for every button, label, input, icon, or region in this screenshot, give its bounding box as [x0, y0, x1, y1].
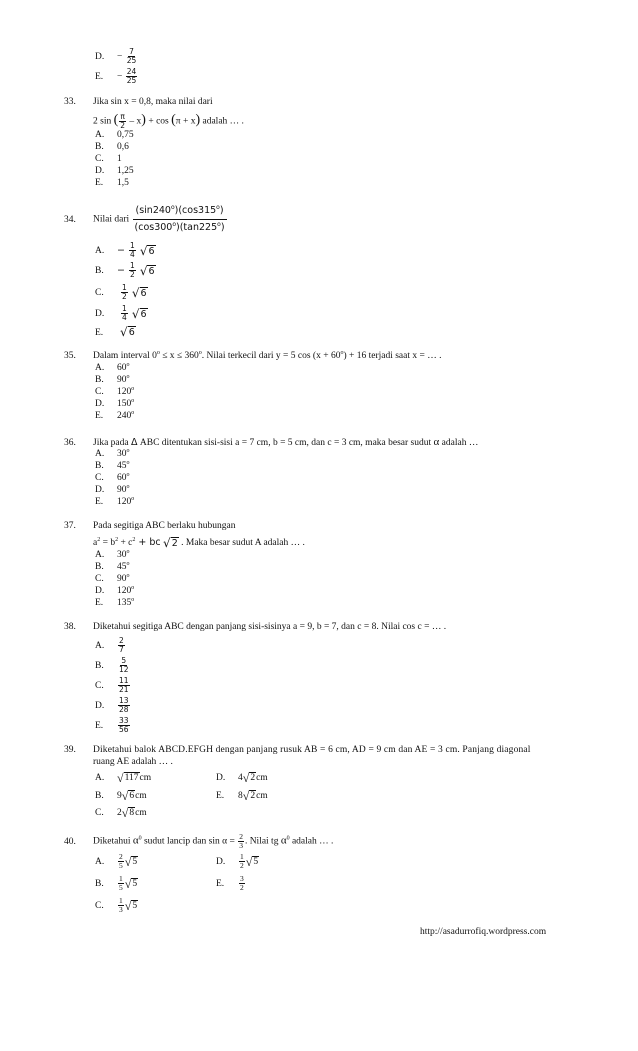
fraction: $\frac{24}{25}$ — [126, 67, 137, 85]
q33-option-e: E. 1,5 — [95, 178, 129, 188]
q37-option-a: A. 30$^o$ — [95, 549, 130, 560]
square-root: √ 6 — [131, 285, 147, 300]
question-37-equation: $a^2 = b^2 + c^2$ + bc √ 2 . Maka besar sudut A adalah … . — [93, 536, 305, 550]
q39-option-d: D. 4 √ 2 cm — [216, 771, 268, 785]
option-e-top: E. − $\frac{24}{25}$ — [95, 67, 137, 85]
q40-option-d: D. $\frac{1}{2}$ √ 5 — [216, 852, 259, 870]
question-33: 33. Jika sin x = 0,8, maka nilai dari — [64, 97, 213, 107]
q37-option-e: E. 135$^o$ — [95, 597, 135, 608]
q35-option-a: A. 60$^o$ — [95, 362, 130, 373]
question-39: 39. Diketahui balok ABCD.EFGH dengan panjang rusuk AB = 6 cm, AD = 9 cm dan AE = 3 cm. Panjang diagonal — [64, 745, 531, 755]
q35-option-e: E. 240$^o$ — [95, 410, 135, 421]
question-36: 36. Jika pada Δ ABC ditentukan sisi-sisi a = 7 cm, b = 5 cm, dan c = 3 cm, maka besar sudut α adalah … — [64, 436, 479, 448]
q34-option-c: C. $\frac{1}{2}$ √ 6 — [95, 283, 147, 301]
question-40: 40. Diketahui $\alpha^0$ sudut lancip dan sin α = $\frac{2}{3}$ . Nilai tg $\alpha^0$ adalah … . — [64, 832, 334, 850]
q36-option-c: C. 60$^o$ — [95, 472, 130, 483]
q34-option-e: E. √ 6 — [95, 325, 135, 339]
question-34: 34. Nilai dari $\frac{(\sin 240^o)(\cos 315^o)}{(\cos 300^o)(\tan 225^o)}$ — [64, 205, 228, 234]
q40-option-b: B. $\frac{1}{5}$ √ 5 — [95, 874, 138, 892]
q33-option-b: B. 0,6 — [95, 142, 129, 152]
question-34-fraction: $\frac{(\sin 240^o)(\cos 315^o)}{(\cos 300^o)(\tan 225^o)}$ — [132, 205, 228, 234]
q34-option-b: B. − $\frac{1}{2}$ √ 6 — [95, 261, 155, 279]
question-39-line2: ruang AE adalah … . — [93, 757, 173, 767]
square-root: √ 6 — [131, 306, 147, 321]
fraction: $\frac{7}{25}$ — [126, 47, 137, 65]
square-root: √ 6 — [139, 243, 155, 258]
q36-option-b: B. 45$^o$ — [95, 460, 130, 471]
q39-option-e: E. 8 √ 2 cm — [216, 789, 268, 803]
q34-option-a: A. − $\frac{1}{4}$ √ 6 — [95, 241, 155, 259]
square-root: √ 2 — [163, 536, 178, 550]
q34-option-d: D. $\frac{1}{4}$ √ 6 — [95, 304, 147, 322]
q38-option-d: D. $\frac{13}{28}$ — [95, 696, 129, 714]
q35-option-b: B. 90$^o$ — [95, 374, 130, 385]
q33-option-c: C. 1 — [95, 154, 122, 164]
q35-option-d: D. 150$^o$ — [95, 398, 135, 409]
q36-option-a: A. 30$^o$ — [95, 448, 130, 459]
q39-option-a: A. √ 117 cm — [95, 771, 152, 785]
square-root: √ 6 — [120, 325, 135, 339]
q38-option-c: C. $\frac{11}{21}$ — [95, 676, 129, 694]
q33-option-d: D. 1,25 — [95, 166, 134, 176]
q33-option-a: A. 0,75 — [95, 130, 134, 140]
q40-option-e: E. $\frac{3}{2}$ — [216, 874, 244, 892]
question-35: 35. Dalam interval $0^o \le x \le 360^o$. Nilai terkecil dari y = 5 $\cos (x + 60^o) + 16$ terjadi saat x = … . — [64, 350, 442, 361]
question-38: 38. Diketahui segitiga ABC dengan panjang sisi-sisinya a = 9, b = 7, dan c = 8. Nilai cos c = … . — [64, 622, 447, 632]
q35-option-c: C. 120$^o$ — [95, 386, 135, 397]
q39-option-b: B. 9 √ 6 cm — [95, 789, 147, 803]
q39-option-c: C. 2 √ 8 cm — [95, 806, 147, 820]
q38-option-b: B. $\frac{5}{12}$ — [95, 656, 129, 674]
question-33-expression: 2 sin ( $\frac{\pi}{2}$ – x) + cos (π + x) adalah … . — [93, 112, 244, 130]
q38-option-e: E. $\frac{33}{56}$ — [95, 716, 129, 734]
option-d-top: D. − $\frac{7}{25}$ — [95, 47, 137, 65]
q37-option-b: B. 45$^o$ — [95, 561, 130, 572]
q36-option-d: D. 90$^o$ — [95, 484, 130, 495]
q40-option-a: A. $\frac{2}{5}$ √ 5 — [95, 852, 138, 870]
q37-option-c: C. 90$^o$ — [95, 573, 130, 584]
q37-option-d: D. 120$^o$ — [95, 585, 135, 596]
footer-url[interactable]: http://asadurrofiq.wordpress.com — [420, 927, 547, 937]
q40-option-c: C. $\frac{1}{3}$ √ 5 — [95, 896, 138, 914]
question-37: 37. Pada segitiga ABC berlaku hubungan — [64, 521, 236, 531]
q36-option-e: E. 120$^o$ — [95, 496, 135, 507]
square-root: √ 6 — [139, 263, 155, 278]
q38-option-a: A. $\frac{2}{7}$ — [95, 636, 124, 654]
